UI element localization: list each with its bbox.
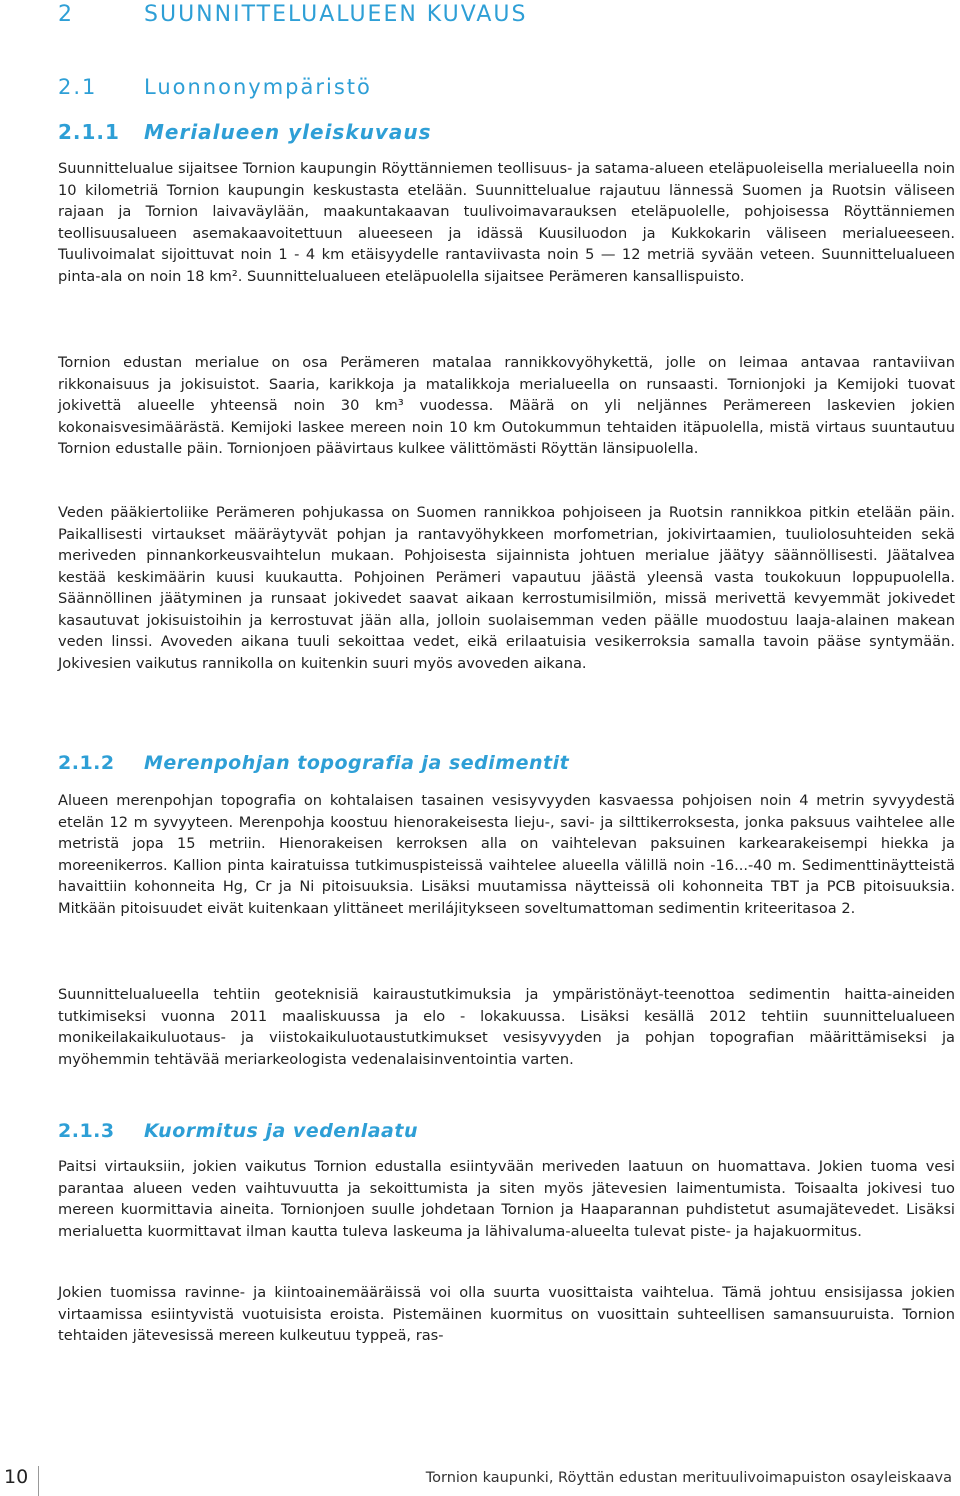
subsection-number: 2.1.1 xyxy=(58,120,120,144)
paragraph: Veden pääkiertoliike Perämeren pohjukassa on Suomen rannikkoa pohjoiseen ja Ruotsin rannikkoa pitkin etelään päin. Paikallisesti virtaukset määräytyvät pohjan ja rantavyöhykkeen morfometrian, jokivirtaamien, tuuliolosuhteiden sekä meriveden pinnankorkeusvaihtelun mukaan. Pohjoisesta sijainnista johtuen merialue jäätyy säännöllisesti. Jäätalvea kestää keskimäärin kuusi kuukautta. Pohjoinen Perämeri vapautuu jäästä yleensä vasta toukokuun loppupuolella. Säännöllinen jäätyminen ja runsaat jokivedet saavat aikaan kerrostumisilmiön, missä merivettä kevyemmät jokivedet kasautuvat jokisuistoihin ja kerrostuvat jään alla, jolloin suolaisemman veden päälle muodostuu laaja-alainen makean veden linssi. Avoveden aikana tuuli sekoittaa vedet, eikä erilaatuisia vesikerroksia samalla tavoin pääse syntymään. Jokivesien vaikutus rannikolla on kuitenkin suuri myös avoveden aikana. xyxy=(58,504,955,672)
subsection-heading-212 xyxy=(58,752,569,774)
chapter-heading xyxy=(58,2,528,27)
subsection-title: Merenpohjan topografia ja sedimentit xyxy=(144,752,570,774)
paragraph: Suunnittelualue sijaitsee Tornion kaupungin Röyttänniemen teollisuus- ja satama-alueen eteläpuoleisella merialueella noin 10 kilometriä Tornion kaupungin keskustasta etelään. Suunnittelualue rajautuu lännessä Suomen ja Ruotsin väliseen rajaan ja Tornion laivaväylään, maakuntakaavan tuulivoimavarauksen eteläpuolelle, pohjoisessa Röyttänniemen teollisuusalueen asemakaavoitettuun alueeseen ja idässä Kuusiluodon ja Kukkokarin väliseen merialueeseen. Tuulivoimalat sijoittuvat noin 1 - 4 km etäisyydelle rantaviivasta noin 5 — 12 metriä syvään veteen. Suunnittelualueen pinta-ala on noin 18 km². Suunnittelualueen eteläpuolella sijaitsee Perämeren kansallispuisto. xyxy=(58,160,955,285)
subsection-heading-213 xyxy=(58,1120,418,1142)
footer-title: Tornion kaupunki, Röyttän edustan merituulivoimapuiston osayleiskaava xyxy=(425,1470,952,1486)
paragraph: Suunnittelualueella tehtiin geoteknisiä kairaustutkimuksia ja ympäristönäyt-teenottoa sedimentin haitta-aineiden tutkimiseksi vuonna 2011 maaliskuussa ja elo - lokakuussa. Lisäksi kesällä 2012 tehtiin suunnittelualueen monikeilakaikuluotaus- ja viistokaikuluotaustutkimukset vesisyvyyden ja pohjan topografian määrittämiseksi ja myöhemmin tehtävää meriarkeologista vedenalaisinventointia varten. xyxy=(58,986,955,1068)
subsection-title: Kuormitus ja vedenlaatu xyxy=(144,1120,418,1142)
subsection-heading-211 xyxy=(58,120,432,144)
chapter-title: SUUNNITTELUALUEEN KUVAUS xyxy=(144,2,528,27)
subsection-title: Merialueen yleiskuvaus xyxy=(144,120,432,144)
paragraph: Alueen merenpohjan topografia on kohtalaisen tasainen vesisyvyyden kasvaessa pohjoisen noin 4 metrin syvyydestä etelän 12 m syvyyteen. Merenpohja koostuu hienorakeisesta lieju-, savi- ja silttikerroksesta, jonka paksuus vaihtelee alle metristä jopa 15 metriin. Hienorakeisen kerroksen alla on vaihtelevan paksuinen karkearakeisempi hiekka ja moreenikerros. Kallion pinta kairatuissa tutkimuspisteissä vaihtelee alueella välillä noin -16...-40 m. Sedimenttinäytteistä havaittiin kohonneita Hg, Cr ja Ni pitoisuuksia. Lisäksi muutamissa näytteissä oli kohonneita TBT ja PCB pitoisuuksia. Mitkään pitoisuudet eivät kuitenkaan ylittäneet merilájitykseen soveltumattoman sedimentin kriteeritasoa 2. xyxy=(58,792,955,917)
section-number: 2.1 xyxy=(58,75,98,99)
footer-divider xyxy=(38,1466,39,1496)
paragraph: Jokien tuomissa ravinne- ja kiintoainemääräissä voi olla suurta vuosittaista vaihtelua. Tämä johtuu ensisijassa jokien virtaamissa esiintyvistä vuotuisista eroista. Pistemäinen kuormitus on vuosittain suhteellisen samansuuruista. Tornion tehtaiden jätevesissä mereen kulkeutuu typpeä, ras- xyxy=(58,1284,955,1344)
section-title: Luonnonympäristö xyxy=(144,75,372,99)
page-number: 10 xyxy=(4,1466,29,1488)
paragraph: Tornion edustan merialue on osa Perämeren matalaa rannikkovyöhykettä, jolle on leimaa antavaa rantaviivan rikkonaisuus ja jokisuistot. Saaria, karikkoja ja matalikkoja merialueella on runsaasti. Tornionjoki ja Kemijoki tuovat jokivettä alueelle yhteensä noin 30 km³ vuodessa. Määrä on yli neljännes Perämereen laskevien jokien kokonaisvesimäärästä. Kemijoki laskee mereen noin 10 km Outokummun tehtaiden itäpuolella, mistä virtaus suuntautuu Tornion edustalle päin. Tornionjoen päävirtaus kulkee välittömästi Röyttän länsipuolella. xyxy=(58,354,955,457)
subsection-number: 2.1.2 xyxy=(58,752,115,774)
paragraph: Paitsi virtauksiin, jokien vaikutus Tornion edustalla esiintyvään meriveden laatuun on huomattava. Jokien tuoma vesi parantaa alueen veden vaihtuvuutta ja sekoittumista ja siten myös jätevesien laimentumista. Toisaalta jokivesi tuo mereen kuormittavia aineita. Tornionjoen suulle johdetaan Tornion ja Haaparannan puhdistetut asumajätevedet. Lisäksi merialuetta kuormittavat ilman kautta tuleva laskeuma ja lähivaluma-alueelta tulevat piste- ja hajakuormitus. xyxy=(58,1158,955,1240)
subsection-number: 2.1.3 xyxy=(58,1120,115,1142)
chapter-number: 2 xyxy=(58,2,74,27)
section-heading xyxy=(58,75,372,99)
